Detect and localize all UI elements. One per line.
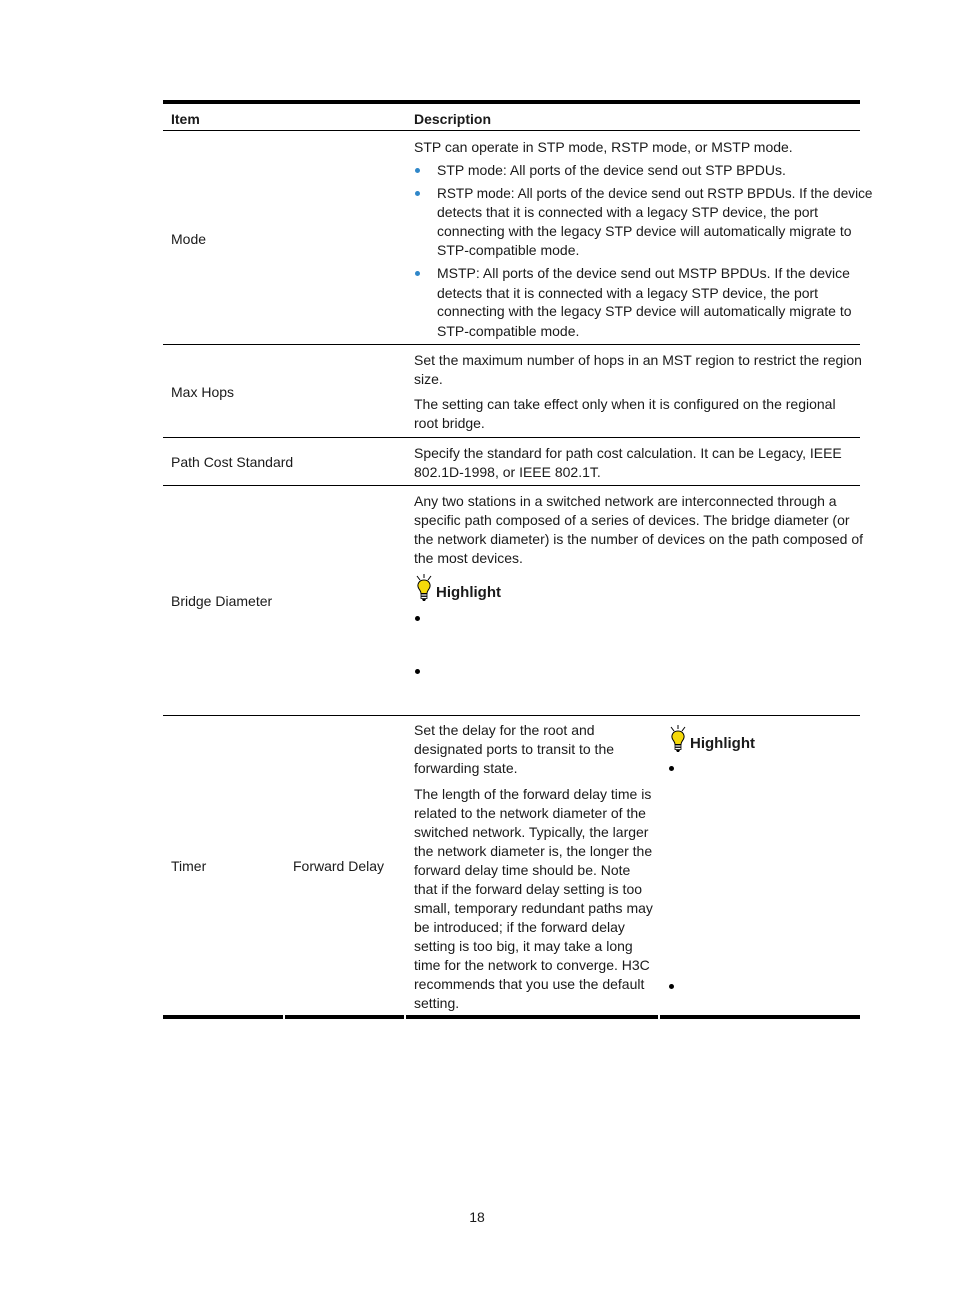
timer-p2-line12: setting. <box>414 995 460 1011</box>
bullet-icon <box>415 191 420 196</box>
table-bottom-rule <box>163 1015 283 1019</box>
mode-bullet-stp: STP mode: All ports of the device send out STP BPDUs. <box>437 162 786 178</box>
highlight-callout <box>668 725 788 753</box>
row-divider <box>163 715 860 716</box>
timer-p2-line3: switched network. Typically, the larger <box>414 824 649 840</box>
timer-p2-line10: time for the network to converge. H3C <box>414 957 650 973</box>
header-rule <box>163 130 860 131</box>
mode-bullet-mstp-line4: STP-compatible mode. <box>437 323 580 339</box>
path-cost-line2: 802.1D-1998, or IEEE 802.1T. <box>414 464 601 480</box>
max-hops-p2-line1: The setting can take effect only when it is configured on the regional <box>414 396 836 412</box>
timer-p1-line1: Set the delay for the root and <box>414 722 595 738</box>
row-label-path-cost: Path Cost Standard <box>171 454 294 470</box>
bridge-p1-line1: Any two stations in a switched network are interconnected through a <box>414 493 837 509</box>
lightbulb-icon <box>668 725 690 753</box>
mode-bullet-mstp-line3: connecting with the legacy STP device will automatically migrate to <box>437 303 852 319</box>
mode-bullet-rstp-line4: STP-compatible mode. <box>437 242 580 258</box>
bullet-icon <box>415 669 420 674</box>
bullet-icon <box>669 984 674 989</box>
timer-p2-line9: setting is too big, it may take a long <box>414 938 633 954</box>
timer-p1-line3: forwarding state. <box>414 760 518 776</box>
highlight-callout <box>414 574 534 602</box>
lightbulb-icon <box>414 574 436 602</box>
row-label-bridge-diameter: Bridge Diameter <box>171 593 273 609</box>
row-label-timer: Timer <box>171 858 207 874</box>
table-top-rule <box>163 100 860 104</box>
row-label-mode: Mode <box>171 231 207 247</box>
bullet-icon <box>415 168 420 173</box>
row-label-max-hops: Max Hops <box>171 384 235 400</box>
table-bottom-rule <box>660 1015 860 1019</box>
bullet-icon <box>415 616 420 621</box>
mode-bullet-mstp-line1: MSTP: All ports of the device send out MSTP BPDUs. If the device <box>437 265 850 281</box>
mode-bullet-rstp-line3: connecting with the legacy STP device will automatically migrate to <box>437 223 852 239</box>
bridge-p1-line3: the network diameter) is the number of devices on the path composed of <box>414 531 864 547</box>
header-description: Description <box>414 111 492 127</box>
timer-p2-line8: be introduced; if the forward delay <box>414 919 625 935</box>
timer-p2-line1: The length of the forward delay time is <box>414 786 652 802</box>
timer-p2-line2: related to the network diameter of the <box>414 805 646 821</box>
row-divider <box>163 344 860 345</box>
mode-bullet-rstp-line1: RSTP mode: All ports of the device send out RSTP BPDUs. If the device <box>437 186 873 201</box>
table-bottom-rule <box>285 1015 404 1019</box>
bridge-p1-line4: the most devices. <box>414 550 523 566</box>
timer-p1-line2: designated ports to transit to the <box>414 741 615 757</box>
timer-p2-line5: forward delay time should be. Note <box>414 862 631 878</box>
timer-p2-line4: the network diameter is, the longer the <box>414 843 653 859</box>
timer-p2-line7: small, temporary redundant paths may <box>414 900 653 916</box>
timer-p2-line6: that if the forward delay setting is too <box>414 881 643 897</box>
path-cost-line1: Specify the standard for path cost calculation. It can be Legacy, IEEE <box>414 445 842 461</box>
header-item: Item <box>171 111 200 127</box>
row-sublabel-forward-delay: Forward Delay <box>293 858 385 874</box>
page-number: 18 <box>469 1209 485 1225</box>
row-divider <box>163 485 860 486</box>
mode-bullet-mstp-line2: detects that it is connected with a legacy STP device, the port <box>437 285 819 301</box>
max-hops-p1-line2: size. <box>414 371 443 387</box>
mode-intro: STP can operate in STP mode, RSTP mode, or MSTP mode. <box>414 139 793 155</box>
mode-bullet-rstp-line2: detects that it is connected with a legacy STP device, the port <box>437 204 819 220</box>
table-bottom-rule <box>406 1015 658 1019</box>
bullet-icon <box>415 271 420 276</box>
bullet-icon <box>669 766 674 771</box>
timer-p2-line11: recommends that you use the default <box>414 976 645 992</box>
highlight-label: Highlight <box>436 584 501 601</box>
row-divider <box>163 437 860 438</box>
highlight-label: Highlight <box>690 735 755 752</box>
bridge-p1-line2: specific path composed of a series of devices. The bridge diameter (or <box>414 512 850 528</box>
max-hops-p1-line1: Set the maximum number of hops in an MST region to restrict the region <box>414 352 862 368</box>
max-hops-p2-line2: root bridge. <box>414 415 485 431</box>
